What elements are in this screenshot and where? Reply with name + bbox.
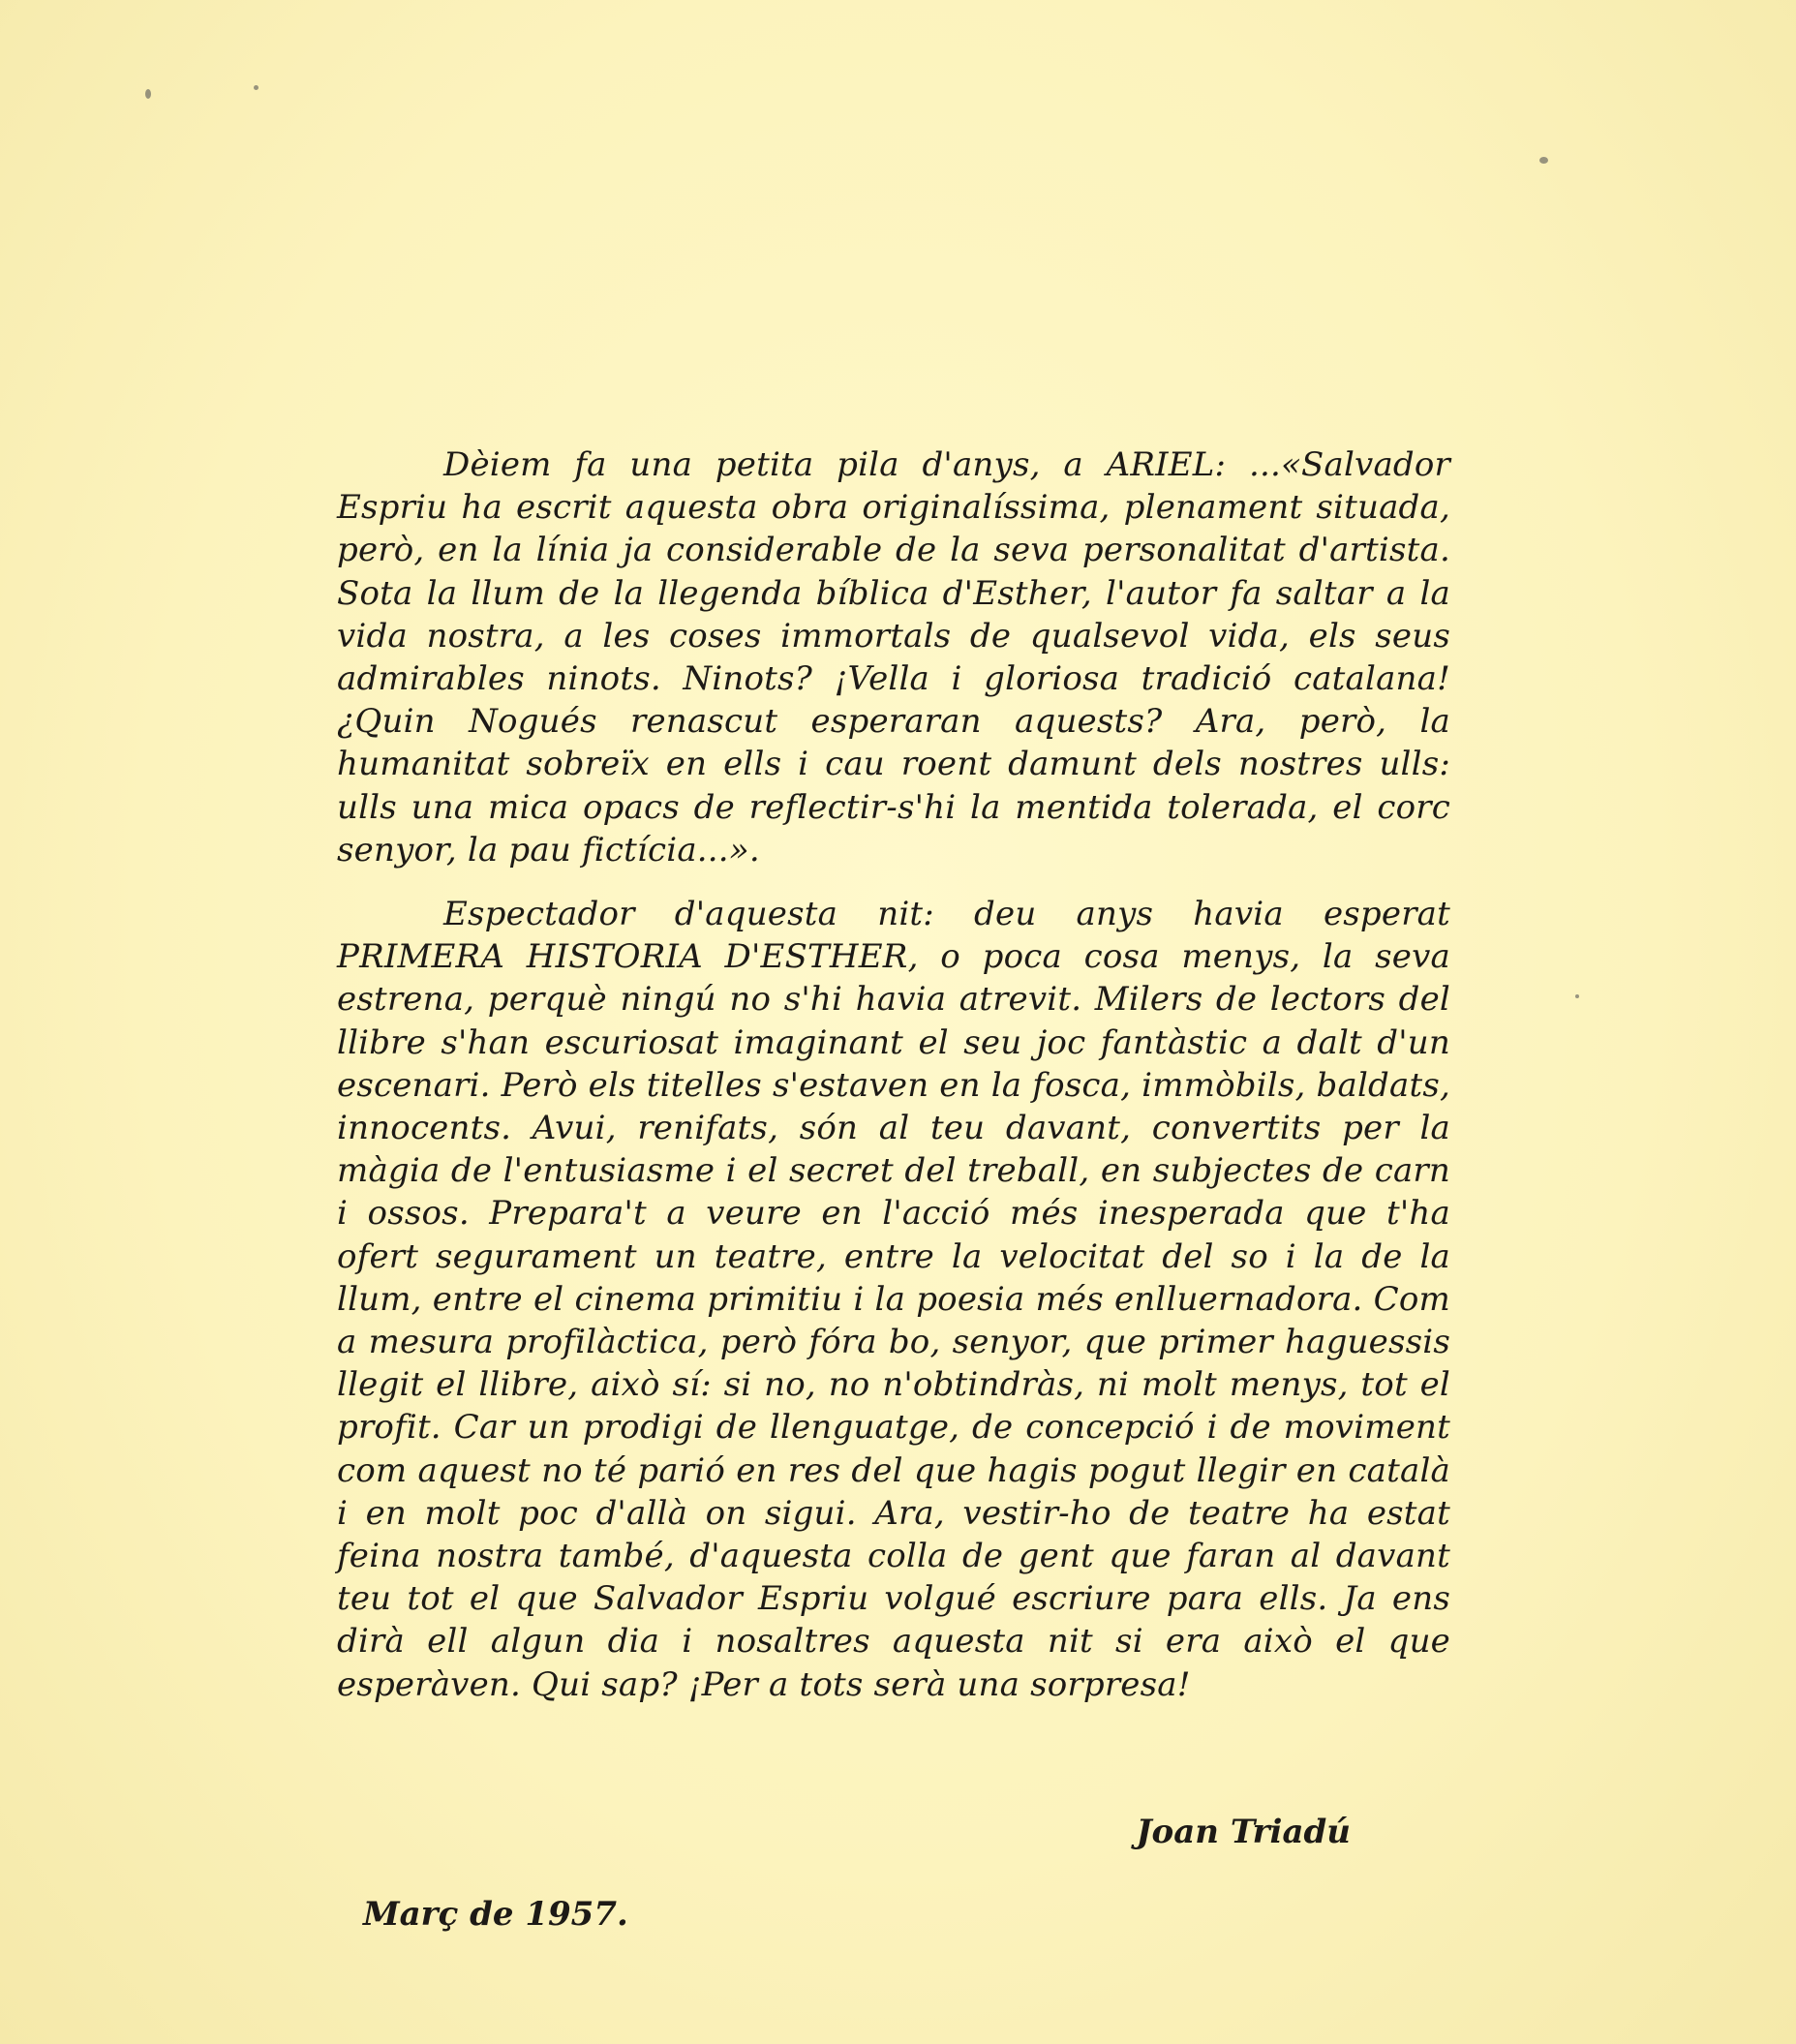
paragraph-1: Dèiem fa una petita pila d'anys, a ARIEL: ...«Salvador Espriu ha escrit aquesta obra originalíssima, plenament situada, però, en la línia ja considerable de la seva personalitat d'artista. Sota la llum de la llegenda bíblica d'Esther, l'autor fa saltar a la vida nostra, a les coses immortals de qualsevol vida, els seus admirables ninots. Ninots? ¡Vella i gloriosa tradició catalana! ¿Quin Nogués renascut esperaran aquests? Ara, però, la humanitat sobreïx en ells i cau roent damunt dels nostres ulls: ulls una mica opacs de reflectir-s'hi la mentida tolerada, el corc senyor, la pau fictícia...». [337,445,1450,869]
paper-speck [1575,994,1579,998]
paper-speck [145,89,151,99]
body-text [337,443,1450,1706]
paper-speck [1539,157,1548,164]
paragraph-2: Espectador d'aquesta nit: deu anys havia esperat PRIMERA HISTORIA D'ESTHER, o poca cosa menys, la seva estrena, perquè ningú no s'hi havia atrevit. Milers de lectors del llibre s'han escuriosat imaginant el seu joc fantàstic a dalt d'un escenari. Però els titelles s'estaven en la fosca, immòbils, baldats, innocents. Avui, renifats, són al teu davant, convertits per la màgia de l'entusiasme i el secret del treball, en subjectes de carn i ossos. Prepara't a veure en l'acció més inesperada que t'ha ofert segurament un teatre, entre la velocitat del so i la de la llum, entre el cinema primitiu i la poesia més enlluernadora. Com a mesura profilàctica, però fóra bo, senyor, que primer haguessis llegit el llibre, això sí: si no, no n'obtindràs, ni molt menys, tot el profit. Car un prodigi de llenguatge, de concepció i de moviment com aquest no té parió en res del que hagis pogut llegir en català i en molt poc d'allà on sigui. Ara, vestir-ho de teatre ha estat feina nostra també, d'aquesta colla de gent que faran al davant teu tot el que Salvador Espriu volgué escriure para ells. Ja ens dirà ell algun dia i nosaltres aquesta nit si era això el que esperàven. Qui sap? ¡Per a tots serà una sorpresa! [337,895,1450,1704]
document-date: Març de 1957. [363,1895,628,1934]
author-signature: Joan Triadú [1136,1813,1351,1851]
paper-speck [254,85,259,90]
